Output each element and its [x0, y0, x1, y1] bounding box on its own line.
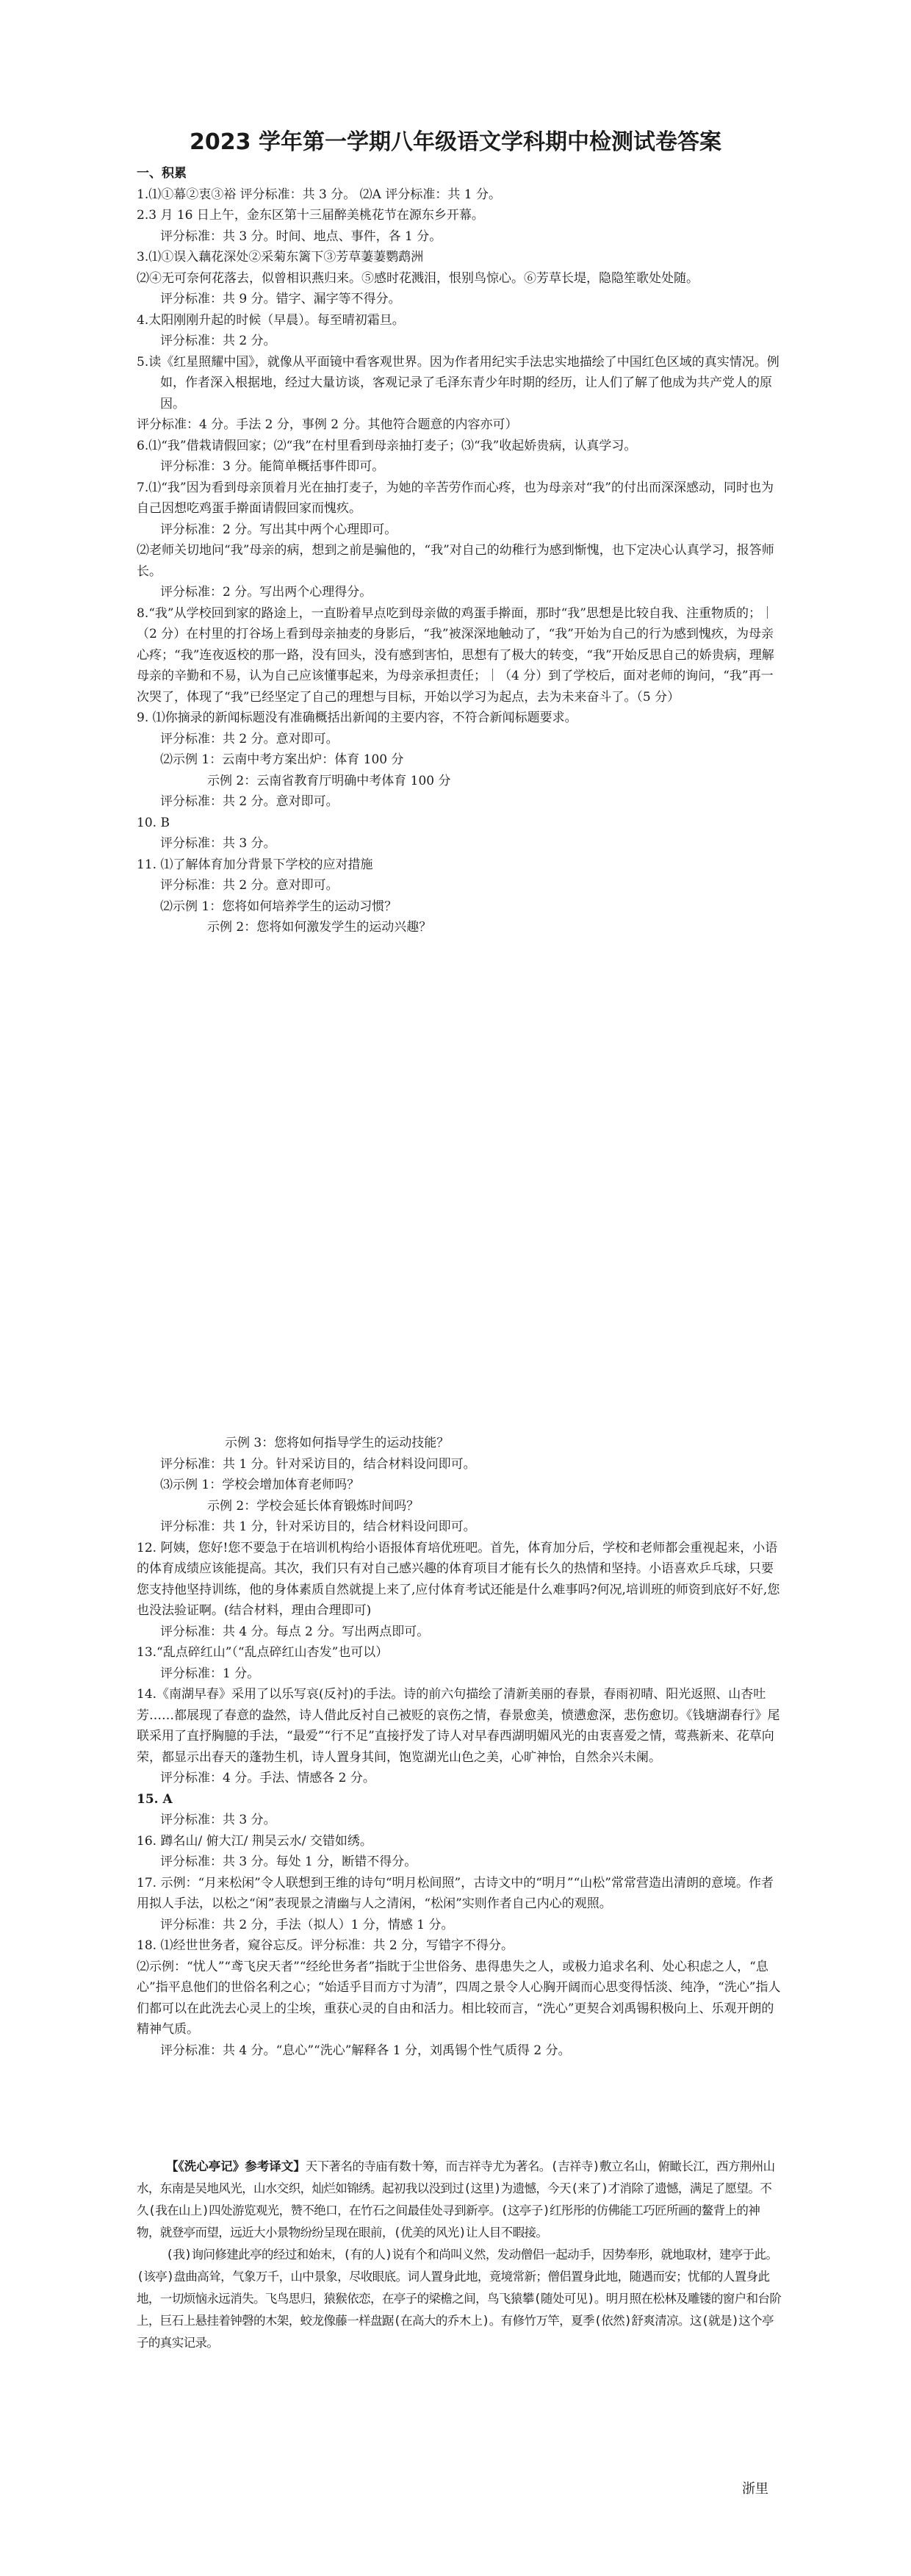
answer-line: 12. 阿姨，您好!您不要急于在培训机构给小语报体育培优班吧。首先，体育加分后，学校和老师都会重视起来，小语的体育成绩应该能提高。其次，我们只有对自己感兴趣的体育项目才能有长久的热情和坚持。小语喜欢乒乓球，只要您支持他坚持训练，他的身体素质自然就提上来了,应付体育考试还能是什么难事吗?何况,培训班的师资到底好不好,您也没法验证啊。(结合材料，理由合理即可)	[137, 1540, 780, 1618]
answer-line: 18. ⑴经世世务者，窥谷忘反。评分标准：共 2 分，写错字不得分。	[137, 1938, 514, 1953]
answer-line: 7.⑴“我”因为看到母亲顶着月光在抽打麦子，为她的辛苦劳作而心疼，也为母亲对“我”的付出而深深感动，同时也为自己因想吃鸡蛋手擀面请假回家而愧疚。	[137, 480, 774, 516]
reference-translation	[137, 2156, 783, 2354]
answer-line: 示例 3：您将如何指导学生的运动技能？	[225, 1436, 450, 1450]
section-heading: 一、积累	[137, 166, 187, 181]
answer-line: 11. ⑴了解体育加分背景下学校的应对措施	[137, 857, 373, 872]
answer-line: 8.“我”从学校回到家的路途上，一直盼着早点吃到母亲做的鸡蛋手擀面，那时“我”思想是比较自我、注重物质的；｜（2 分）在村里的打谷场上看到母亲抽麦的身影后，“我”被深深地触动了，“我”开始为自己的行为感到愧疚，为母亲心疼；“我”连夜返校的那一路，没有回头，没有感到害怕，思想有了极大的转变，“我”开始反思自己的娇贵病，理解母亲的辛勤和不易，认为自己应该懂事起来，为母亲承担责任；｜（4 分）到了学校后，面对老师的询问，“我”再一次哭了，体现了“我”已经坚定了自己的理想与目标，开始以学习为起点，去为未来奋斗了。（5 分）	[137, 605, 774, 705]
scoring-line: 评分标准：共 3 分。时间、地点、事件，各 1 分。	[160, 229, 442, 244]
answers-section-2	[137, 1433, 783, 2061]
answer-line: ⑶示例 1：学校会增加体育老师吗？	[160, 1478, 360, 1492]
page-title: 2023 学年第一学期八年级语文学科期中检测试卷答案	[190, 129, 721, 155]
scoring-line: 评分标准：共 2 分。意对即可。	[160, 731, 339, 746]
translation-paragraph-2: (我)询问修建此亭的经过和始末，(有的人)说有个和尚叫义然，发动僧侣一起动手，因势奉形，就地取材，建亭于此。(该亭)盘曲高耸，气象万千，山中景象，尽收眼底。词人置身此地，竟境常新；僧侣置身此地，随遇而安；忧郁的人置身此地，一切烦恼永远消失。飞鸟思归，猿猴依恋，在亭子的梁檐之间，鸟飞猿攀(随处可见)。明月照在松林及雕镂的窗户和台阶上，巨石上悬挂着钟磬的木架，蛟龙像藤一样盘踞(在高大的乔木上)。有修竹万竿，夏季(依然)舒爽清凉。这(就是)这个亭子的真实记录。	[137, 2248, 782, 2350]
scoring-line: 评分标准：2 分。写出两个心理得分。	[160, 585, 372, 600]
answer-line: ⑵示例 1：您将如何培养学生的运动习惯？	[160, 899, 397, 914]
scoring-line: 评分标准：共 3 分。	[160, 836, 276, 851]
scoring-line: 评分标准：共 1 分，针对采访目的，结合材料设问即可。	[160, 1519, 476, 1534]
scoring-line: 评分标准：共 3 分。每处 1 分，断错不得分。	[160, 1854, 417, 1869]
answer-line: 示例 2：云南省教育厅明确中考体育 100 分	[207, 773, 451, 788]
scoring-line: 评分标准：共 4 分。每点 2 分。写出两点即可。	[160, 1624, 430, 1639]
answer-line: ⑵示例 1：云南中考方案出炉：体育 100 分	[160, 752, 404, 767]
translation-heading: 【《洗心亭记》参考译文】	[166, 2159, 306, 2173]
scoring-line: 评分标准：共 1 分。针对采访目的，结合材料设问即可。	[160, 1456, 476, 1472]
footer-watermark: 浙里	[742, 2481, 768, 2497]
scoring-line: 评分标准：共 4 分。“息心”“洗心”解释各 1 分，刘禹锡个性气质得 2 分。	[160, 2043, 571, 2058]
answer-line: 16. 蹲名山/ 俯大江/ 荆吴云水/ 交错如绣。	[137, 1833, 372, 1849]
translation-text: 天下著名的寺庙有数十筹，而吉祥寺尤为著名。(吉祥寺)敷立名山，俯瞰长江，西方荆州山水，东南是吴地风光，山水交织，灿烂如锦绣。起初我以没到过(这里)为遗憾，今天(来了)才消除了遗憾，满足了愿望。不久(我在山上)四处游览观光，赞不绝口，在竹石之间最佳处寻到新亭。(这亭子)红彤彤的仿佛能工巧匠所画的鳌背上的神物，就登亭而望，远近大小景物纷纷呈现在眼前，(优美的风光)让人目不暇接。	[137, 2159, 775, 2239]
answer-line: 15. A	[137, 1791, 173, 1807]
scoring-line: 评分标准：4 分。手法、情感各 2 分。	[160, 1771, 375, 1785]
answer-line: 17. 示例：“月来松闲”令人联想到王维的诗句“明月松间照”，古诗文中的“明月”“山松”常常营造出清朗的意境。作者用拟人手法，以松之“闲”表现景之清幽与人之清闲，“松闲”实则作者自己内心的观照。	[137, 1875, 774, 1911]
answer-line: 10. B	[137, 815, 170, 830]
answer-line: 14.《南湖早春》采用了以乐写哀(反衬)的手法。诗的前六句描绘了清新美丽的春景，春雨初晴、阳光返照、山杏吐芳……都展现了春意的盎然，诗人借此反衬自己被贬的哀伤之情，春景愈美，愤懑愈深，悲伤愈切。《钱塘湖春行》尾联采用了直抒胸臆的手法，“最爱”“行不足”直接抒发了诗人对早春西湖明媚风光的由衷喜爱之情，莺燕新来、花草向荣，都显示出春天的蓬勃生机，诗人置身其间，饱览湖光山色之美，心旷神怡，自然余兴未阑。	[137, 1687, 780, 1765]
scoring-line: 评分标准：共 9 分。错字、漏字等不得分。	[160, 292, 401, 306]
scoring-line: 评分标准：共 2 分。意对即可。	[160, 878, 339, 893]
scoring-line: 评分标准：2 分。写出其中两个心理即可。	[160, 522, 397, 537]
scoring-line: 评分标准：4 分。手法 2 分，事例 2 分。其他符合题意的内容亦可）	[137, 417, 518, 432]
answer-line: 13.“乱点碎红山”（“乱点碎红山杏发”也可以）	[137, 1645, 389, 1660]
answer-line: ⑵示例：“忧人”“鸢飞戾天者”“经纶世务者”指眈于尘世俗务、患得患失之人，或极力追求名利、处心积虑之人，“息心”指平息他们的世俗名利之心；“始适乎目而方寸为清”，四周之景令人心胸开阔而心思变得恬淡、纯净，“洗心”指人们都可以在此洗去心灵上的尘埃，重获心灵的自由和活力。相比较而言，“洗心”更契合刘禹锡积极向上、乐观开朗的精神气质。	[137, 1959, 781, 2037]
answer-line: 9. ⑴你摘录的新闻标题没有准确概括出新闻的主要内容，不符合新闻标题要求。	[137, 710, 577, 725]
scoring-line: 评分标准：共 2 分，手法（拟人）1 分，情感 1 分。	[160, 1917, 454, 1932]
answer-line: 2.3 月 16 日上午，金东区第十三届醉美桃花节在源东乡开幕。	[137, 208, 484, 223]
answer-line: ⑵④无可奈何花落去，似曾相识燕归来。⑤感时花溅泪，恨别鸟惊心。⑥芳草长堤，隐隐笙歌处处随。	[137, 270, 699, 286]
scoring-line: 评分标准：3 分。能简单概括事件即可。	[160, 459, 385, 474]
answer-line: 示例 2：您将如何激发学生的运动兴趣？	[207, 920, 432, 935]
answer-line: ⑵老师关切地问“我”母亲的病，想到之前是骗他的，“我”对自己的幼稚行为感到惭愧，也下定决心认真学习，报答师长。	[137, 543, 774, 579]
scoring-line: 评分标准：1 分。	[160, 1666, 260, 1681]
answer-line: 3.⑴①误入藕花深处②采菊东篱下③芳草萋萋鹦鹉洲	[137, 250, 424, 265]
answer-line: 4.太阳刚刚升起的时候（早晨）。每至晴初霜旦。	[137, 312, 405, 328]
scoring-line: 评分标准：共 3 分。	[160, 1813, 276, 1827]
answer-line: 5.读《红星照耀中国》，就像从平面镜中看客观世界。因为作者用纪实手法忠实地描绘了中国红色区域的真实情况。例如，作者深入根据地，经过大量访谈，客观记录了毛泽东青少年时期的经历，让人们了解了他成为共产党人的原因。	[137, 354, 779, 411]
scoring-line: 评分标准：共 2 分。	[160, 334, 276, 348]
answers-section-1	[137, 163, 783, 938]
answer-line: 示例 2：学校会延长体育锻炼时间吗？	[207, 1498, 420, 1514]
translation-paragraph-1	[137, 2156, 783, 2244]
scoring-line: 评分标准：共 2 分。意对即可。	[160, 794, 339, 809]
answer-line: 6.⑴“我”借栽请假回家；⑵“我”在村里看到母亲抽打麦子；⑶“我”收起娇贵病，认真学习。	[137, 438, 637, 453]
answer-line: 1.⑴①幕②衷③裕 评分标准：共 3 分。 ⑵A 评分标准：共 1 分。	[137, 187, 501, 202]
